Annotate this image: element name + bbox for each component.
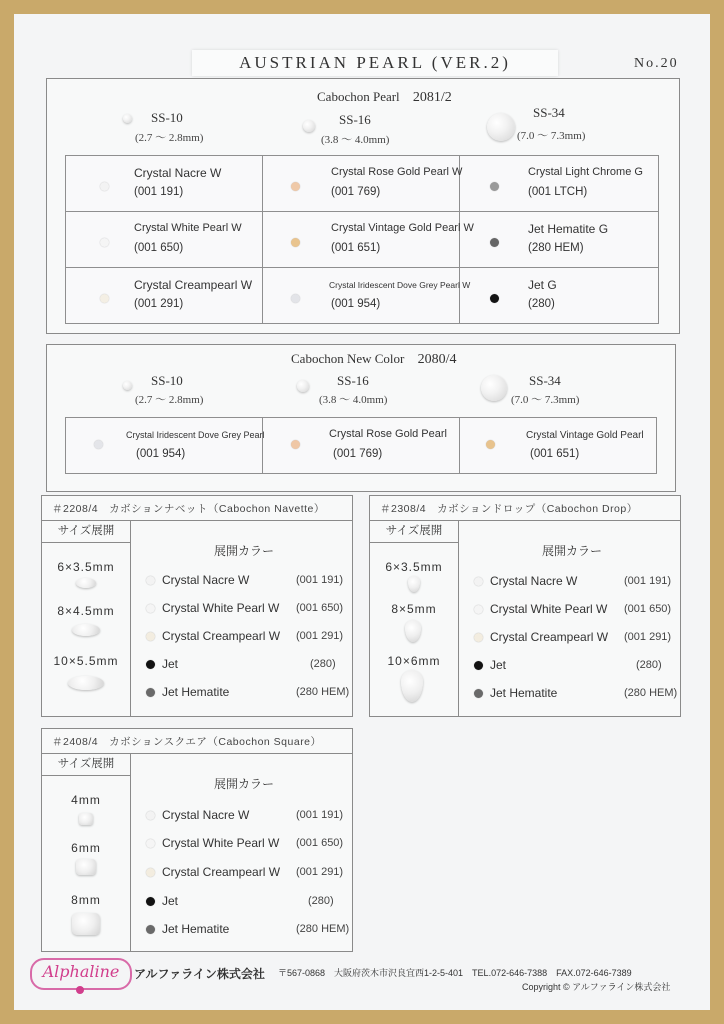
- color-code: (001 LTCH): [528, 186, 588, 198]
- color-code: (001 651): [530, 448, 580, 460]
- swatch-dot: [490, 294, 499, 303]
- color-name: Crystal Light Chrome G: [528, 166, 643, 178]
- cabochon-new-code: 2080/4: [417, 352, 457, 367]
- drop-section: [369, 495, 681, 717]
- cabochon-pearl-name: Cabochon Pearl: [317, 89, 400, 104]
- color-code: (001 291): [296, 866, 344, 878]
- color-code: (001 191): [134, 186, 184, 198]
- pearl-size-dim: (7.0 ～ 7.3mm): [517, 130, 586, 142]
- color-cell: [460, 212, 659, 268]
- color-name: Crystal Iridescent Dove Grey Pearl: [126, 430, 265, 440]
- table-row: [66, 212, 659, 268]
- color-name: Jet Hematite: [490, 686, 558, 700]
- new-ss34-sample: [481, 375, 507, 401]
- cabochon-pearl-panel: [46, 78, 680, 334]
- alphaline-logo: [30, 958, 132, 990]
- color-name: Crystal White Pearl W: [162, 601, 280, 615]
- color-name: Crystal Nacre W: [162, 808, 250, 822]
- company-address: 〒567-0868 大阪府茨木市沢良宜西1-2-5-401 TEL.072-646-7388 FAX.072-646-7389: [278, 968, 632, 978]
- size-label: 10×6mm: [387, 654, 441, 668]
- color-cell: [66, 268, 263, 324]
- square-header: [42, 729, 352, 754]
- color-code: (001 769): [333, 448, 383, 460]
- swatch-dot: [146, 839, 155, 848]
- title-plate: [192, 50, 558, 76]
- color-cell: [263, 418, 460, 474]
- color-code: (001 191): [296, 574, 344, 586]
- pearl-size-label: SS-10: [151, 110, 183, 125]
- color-name: Jet Hematite: [162, 922, 230, 936]
- size-label: 8×5mm: [391, 602, 437, 616]
- navette-shape: [72, 624, 100, 636]
- color-code: (280): [308, 895, 334, 907]
- color-code: (280 HEM): [624, 687, 678, 699]
- page-title: AUSTRIAN PEARL (VER.2): [239, 53, 511, 72]
- size-label: 4mm: [71, 793, 101, 807]
- color-name: Crystal White Pearl W: [134, 222, 242, 234]
- cabochon-pearl-title: [317, 89, 452, 106]
- size-column-header: サイズ展開: [370, 520, 458, 543]
- cabochon-new-name: Cabochon New Color: [291, 351, 405, 366]
- square-section: [41, 728, 353, 952]
- new-size-label: SS-34: [529, 373, 561, 388]
- size-column-header: サイズ展開: [42, 753, 130, 776]
- color-code: (001 650): [134, 242, 184, 254]
- swatch-dot: [490, 238, 499, 247]
- square-size-column: [42, 753, 131, 951]
- color-name: Crystal Creampearl W: [162, 629, 281, 643]
- color-code: (280): [636, 659, 662, 671]
- swatch-dot: [474, 689, 483, 698]
- cabochon-new-color-panel: [46, 344, 676, 492]
- navette-header: [42, 496, 352, 521]
- swatch-dot: [474, 605, 483, 614]
- drop-shape: [405, 620, 421, 642]
- swatch-dot: [291, 182, 300, 191]
- square-title: ＃2408/4 カボションスクエア（Cabochon Square）: [52, 736, 322, 748]
- swatch-dot: [146, 604, 155, 613]
- color-code: (001 651): [331, 242, 381, 254]
- color-name: Jet Hematite: [162, 685, 230, 699]
- color-cell: [66, 212, 263, 268]
- swatch-dot: [474, 633, 483, 642]
- swatch-dot: [94, 440, 103, 449]
- square-shape: [72, 913, 100, 935]
- swatch-dot: [146, 632, 155, 641]
- swatch-dot: [146, 660, 155, 669]
- color-code: (280 HEM): [528, 242, 584, 254]
- pearl-ss16-sample: [303, 120, 315, 132]
- color-code: (001 191): [624, 575, 672, 587]
- cabochon-pearl-code: 2081/2: [412, 90, 452, 105]
- color-code: (001 954): [331, 298, 381, 310]
- color-name: Crystal Rose Gold Pearl: [329, 428, 447, 440]
- swatch-dot: [291, 440, 300, 449]
- color-name: Crystal Nacre W: [162, 573, 250, 587]
- color-code: (001 650): [296, 602, 344, 614]
- color-code: (001 291): [134, 298, 184, 310]
- color-name: Crystal Nacre W: [490, 574, 578, 588]
- color-code: (280 HEM): [296, 923, 350, 935]
- swatch-dot: [146, 688, 155, 697]
- color-code: (001 650): [624, 603, 672, 615]
- swatch-dot: [146, 811, 155, 820]
- swatch-dot: [486, 440, 495, 449]
- color-cell: [263, 212, 474, 268]
- size-label: 6×3.5mm: [385, 560, 443, 574]
- color-name: Crystal White Pearl W: [162, 836, 280, 850]
- swatch-dot: [474, 577, 483, 586]
- drop-header: [370, 496, 680, 521]
- color-code: (001 291): [624, 631, 672, 643]
- color-name: Crystal Iridescent Dove Grey Pearl W: [329, 280, 471, 290]
- drop-shape: [401, 670, 423, 702]
- swatch-dot: [291, 294, 300, 303]
- color-name: Jet: [162, 657, 179, 671]
- color-name: Crystal Creampearl W: [490, 630, 609, 644]
- color-name: Crystal White Pearl W: [490, 602, 608, 616]
- color-column-header: 展開カラー: [214, 544, 275, 558]
- table-row: [66, 418, 657, 474]
- color-name: Crystal Vintage Gold Pearl: [526, 430, 644, 441]
- swatch-dot: [146, 868, 155, 877]
- size-column-header: サイズ展開: [42, 520, 130, 543]
- catalog-sheet: [14, 14, 710, 1010]
- color-cell: [460, 418, 657, 474]
- swatch-dot: [291, 238, 300, 247]
- color-column-header: 展開カラー: [214, 777, 275, 791]
- swatch-dot: [146, 925, 155, 934]
- new-size-dim: (3.8 ～ 4.0mm): [319, 394, 388, 406]
- swatch-dot: [100, 294, 109, 303]
- swatch-dot: [490, 182, 499, 191]
- pearl-ss10-sample: [123, 114, 132, 123]
- size-label: 6×3.5mm: [57, 560, 115, 574]
- size-label: 10×5.5mm: [53, 654, 119, 668]
- color-name: Crystal Rose Gold Pearl W: [331, 166, 463, 178]
- color-cell: [263, 156, 463, 212]
- color-name: Jet Hematite G: [528, 222, 609, 236]
- new-size-label: SS-16: [337, 373, 369, 388]
- size-label: 8×4.5mm: [57, 604, 115, 618]
- logo-dot-icon: [76, 986, 84, 994]
- color-code: (001 954): [136, 448, 186, 460]
- color-name: Jet: [490, 658, 507, 672]
- color-name: Crystal Creampearl W: [134, 278, 253, 292]
- color-code: (280 HEM): [296, 686, 350, 698]
- new-size-dim: (7.0 ～ 7.3mm): [511, 394, 580, 406]
- size-label: 8mm: [71, 893, 101, 907]
- color-code: (001 650): [296, 837, 344, 849]
- table-row: [66, 268, 659, 324]
- color-cell: [66, 156, 263, 212]
- pearl-size-label: SS-34: [533, 105, 565, 120]
- square-shape: [76, 859, 96, 875]
- color-name: Crystal Vintage Gold Pearl W: [331, 222, 474, 234]
- color-code: (280): [528, 298, 555, 310]
- color-cell: [263, 268, 471, 324]
- swatch-dot: [146, 576, 155, 585]
- navette-title: ＃2208/4 カボションナベット（Cabochon Navette）: [52, 503, 325, 515]
- swatch-dot: [100, 182, 109, 191]
- copyright: Copyright © アルファライン株式会社: [522, 982, 671, 992]
- pearl-size-label: SS-16: [339, 112, 371, 127]
- navette-section: [41, 495, 353, 717]
- pearl-ss34-sample: [487, 113, 515, 141]
- color-code: (001 291): [296, 630, 344, 642]
- navette-size-column: [42, 520, 131, 716]
- cabochon-new-title: [291, 351, 457, 368]
- table-row: [66, 156, 659, 212]
- company-name: アルファライン株式会社: [134, 967, 265, 981]
- new-ss16-sample: [297, 380, 309, 392]
- color-code: (001 769): [331, 186, 381, 198]
- square-shape: [79, 813, 93, 825]
- color-cell: [460, 268, 659, 324]
- navette-shape: [76, 578, 96, 588]
- color-name: Crystal Creampearl W: [162, 865, 281, 879]
- cabochon-new-color-table: [65, 417, 657, 474]
- new-ss10-sample: [123, 381, 132, 390]
- color-code: (001 191): [296, 809, 344, 821]
- drop-shape: [408, 576, 420, 592]
- sheet-number: No.20: [634, 56, 679, 71]
- new-size-label: SS-10: [151, 373, 183, 388]
- pearl-size-dim: (3.8 ～ 4.0mm): [321, 134, 390, 146]
- cabochon-pearl-color-table: [65, 155, 659, 324]
- new-size-dim: (2.7 ～ 2.8mm): [135, 394, 204, 406]
- color-cell: [66, 418, 263, 474]
- swatch-dot: [146, 897, 155, 906]
- color-code: (280): [310, 658, 336, 670]
- size-label: 6mm: [71, 841, 101, 855]
- color-name: Jet G: [528, 278, 557, 292]
- color-name: Crystal Nacre W: [134, 166, 222, 180]
- drop-size-column: [370, 520, 459, 716]
- swatch-dot: [474, 661, 483, 670]
- color-column-header: 展開カラー: [542, 544, 603, 558]
- swatch-dot: [100, 238, 109, 247]
- pearl-size-dim: (2.7 ～ 2.8mm): [135, 132, 204, 144]
- color-cell: [460, 156, 659, 212]
- color-name: Jet: [162, 894, 179, 908]
- navette-shape: [68, 676, 104, 690]
- drop-title: ＃2308/4 カボションドロップ（Cabochon Drop）: [380, 503, 638, 515]
- logo-text: Alphaline: [42, 962, 120, 981]
